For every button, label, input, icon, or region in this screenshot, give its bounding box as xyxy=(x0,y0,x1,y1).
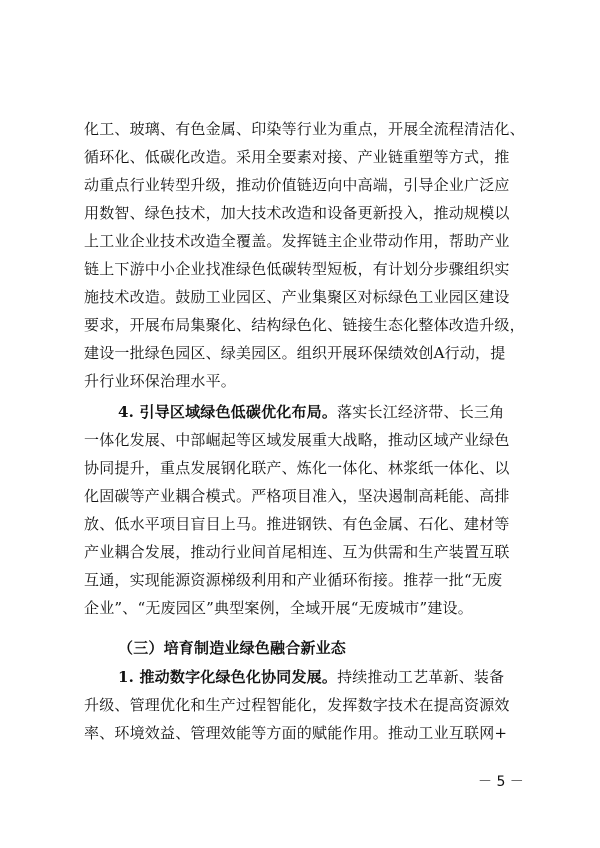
subheading-number: 1. xyxy=(118,668,135,686)
text-line: 化固碳等产业耦合模式。严格项目准入，坚决遏制高耗能、高排 xyxy=(84,487,510,505)
text-line: 建设一批绿色园区、绿美园区。组织开展环保绩效创A行动，提 xyxy=(84,344,506,362)
text-line: 产业耦合发展，推动行业间首尾相连、互为供需和生产装置互联 xyxy=(84,543,510,561)
text-line: 一体化发展、中部崛起等区域发展重大战略，推动区域产业绿色 xyxy=(84,431,510,449)
subheading-title: 引导区域绿色低碳优化布局。 xyxy=(134,403,338,421)
text-line: 协同提升，重点发展钢化联产、炼化一体化、林浆纸一体化、以 xyxy=(84,459,510,477)
text-line: 企业”、“无废园区”典型案例，全域开展“无废城市”建设。 xyxy=(84,599,473,617)
text-line: 升行业环保治理水平。 xyxy=(84,372,237,390)
text-line: 用数智、绿色技术，加大技术改造和设备更新投入，推动规模以 xyxy=(84,204,510,222)
subheading-line xyxy=(118,401,520,423)
text-line: 链上下游中小企业找准绿色低碳转型短板，有计划分步骤组织实 xyxy=(84,260,510,278)
text-line: 互通，实现能源资源梯级利用和产业循环衔接。推荐一批“无废 xyxy=(84,571,503,589)
text-line: 动重点行业转型升级，推动价值链迈向中高端，引导企业广泛应 xyxy=(84,176,510,194)
text-line: 上工业企业技术改造全覆盖。发挥链主企业带动作用，帮助产业 xyxy=(84,232,510,250)
text-line: 施技术改造。鼓励工业园区、产业集聚区对标绿色工业园区建设 xyxy=(84,288,510,306)
text-line: 要求，开展布局集聚化、结构绿色化、链接生态化整体改造升级， xyxy=(84,316,525,334)
text-line: 率、环境效益、管理效能等方面的赋能作用。推动工业互联网+ xyxy=(84,724,508,742)
text-line: 放、低水平项目盲目上马。推进钢铁、有色金属、石化、建材等 xyxy=(84,515,510,533)
section-heading: （三）培育制造业绿色融合新业态 xyxy=(118,639,347,657)
text-line: 循环化、低碳化改造。采用全要素对接、产业链重塑等方式，推 xyxy=(84,148,510,166)
subheading-title: 推动数字化绿色化协同发展。 xyxy=(134,668,338,686)
subheading-number: 4. xyxy=(118,403,135,421)
text-line: 化工、玻璃、有色金属、印染等行业为重点，开展全流程清洁化、 xyxy=(84,120,525,138)
subheading-line xyxy=(118,666,520,688)
text-line: 升级、管理优化和生产过程智能化，发挥数字技术在提高资源效 xyxy=(84,696,510,714)
page-number: － 5 － xyxy=(478,774,524,790)
subheading-body: 落实长江经济带、长三角 xyxy=(337,403,505,421)
subheading-body: 持续推动工艺革新、装备 xyxy=(337,668,505,686)
